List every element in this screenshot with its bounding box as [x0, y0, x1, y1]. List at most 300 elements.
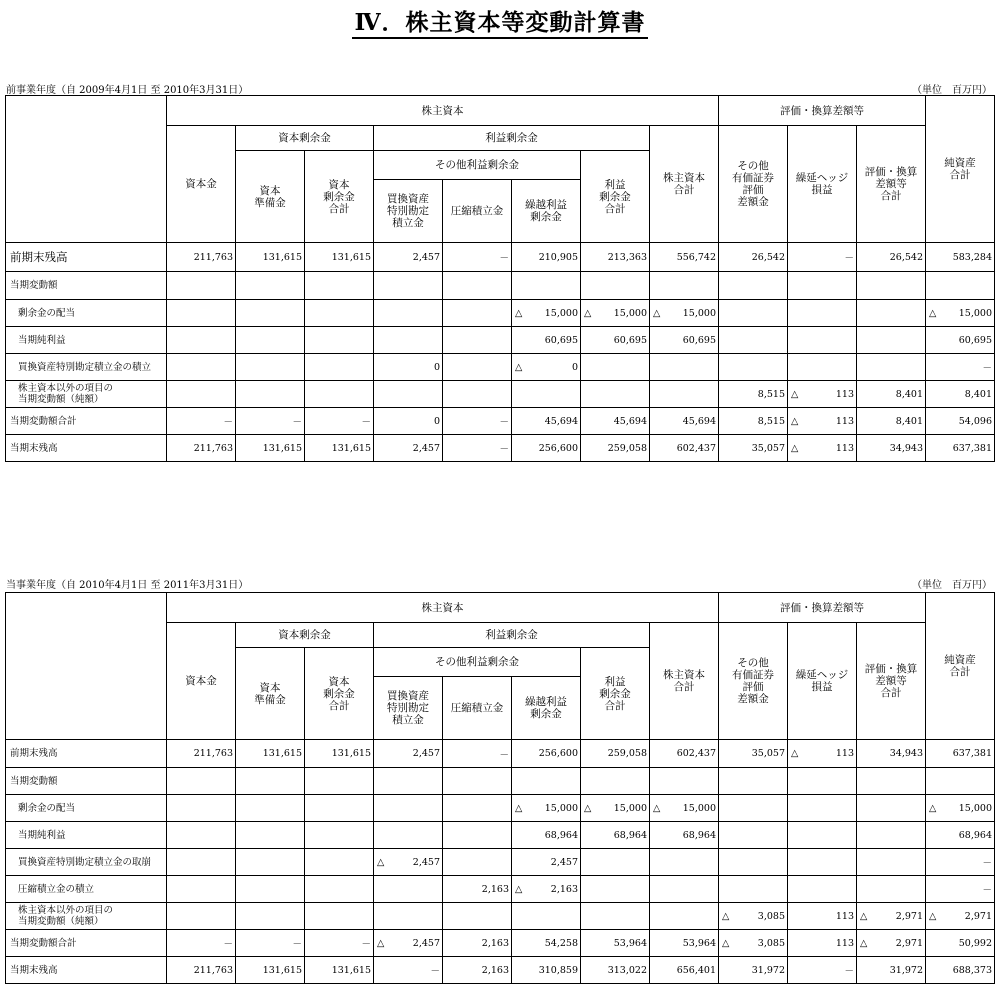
value-cell: 26,542: [719, 243, 788, 272]
value-cell: △ 0: [512, 354, 581, 381]
value-cell: －: [305, 930, 374, 957]
value-cell: [719, 327, 788, 354]
value-cell: △ 113: [788, 408, 857, 435]
value-cell: [650, 354, 719, 381]
value-cell: －: [443, 408, 512, 435]
value-cell: [650, 272, 719, 300]
value-cell: [719, 272, 788, 300]
value-cell: －: [443, 740, 512, 768]
value-cell: [167, 849, 236, 876]
value-cell: [650, 903, 719, 930]
value-cell: 2,163: [443, 930, 512, 957]
value-cell: [305, 876, 374, 903]
value-cell: 54,096: [926, 408, 995, 435]
header-capital-surplus-total: 資本 剰余金 合計: [305, 648, 374, 740]
value-cell: 113: [788, 930, 857, 957]
value-cell: －: [443, 243, 512, 272]
value-cell: 602,437: [650, 435, 719, 462]
value-cell: [857, 876, 926, 903]
value-cell: [374, 381, 443, 408]
value-cell: [305, 272, 374, 300]
value-cell: [581, 272, 650, 300]
value-cell: [374, 768, 443, 795]
value-cell: △ 2,163: [512, 876, 581, 903]
value-cell: [167, 903, 236, 930]
value-cell: 45,694: [650, 408, 719, 435]
value-cell: [167, 381, 236, 408]
value-cell: 50,992: [926, 930, 995, 957]
table-row: [6, 300, 995, 327]
header-corner: [6, 593, 167, 740]
value-cell: [512, 381, 581, 408]
row-label: 当期変動額: [6, 272, 167, 300]
value-cell: △ 113: [788, 740, 857, 768]
value-cell: 211,763: [167, 957, 236, 984]
negative-mark: △: [722, 910, 730, 922]
value-cell: [305, 327, 374, 354]
value-cell: [167, 822, 236, 849]
value-cell: －: [926, 849, 995, 876]
value-cell: [857, 300, 926, 327]
value-cell: [305, 795, 374, 822]
value-cell: 35,057: [719, 740, 788, 768]
value-cell: 2,457: [374, 243, 443, 272]
value-cell: △ 2,457: [374, 849, 443, 876]
value-cell: [443, 381, 512, 408]
value-cell: [443, 849, 512, 876]
value-cell: 2,457: [374, 740, 443, 768]
negative-mark: △: [929, 802, 937, 814]
value-cell: 637,381: [926, 740, 995, 768]
value-cell: 68,964: [650, 822, 719, 849]
negative-mark: △: [515, 307, 523, 319]
value-cell: －: [167, 930, 236, 957]
value-cell: [650, 876, 719, 903]
value-cell: [719, 849, 788, 876]
value-cell: [374, 903, 443, 930]
value-cell: [167, 876, 236, 903]
value-cell: [236, 327, 305, 354]
value-cell: [443, 354, 512, 381]
table-row: [6, 903, 995, 930]
row-label: 当期末残高: [6, 957, 167, 984]
value-cell: [926, 768, 995, 795]
value-cell: [374, 876, 443, 903]
value-cell: 31,972: [857, 957, 926, 984]
value-cell: 131,615: [305, 740, 374, 768]
value-cell: 556,742: [650, 243, 719, 272]
value-cell: [788, 822, 857, 849]
value-cell: [512, 903, 581, 930]
value-cell: △ 15,000: [926, 795, 995, 822]
value-cell: [788, 300, 857, 327]
negative-mark: △: [722, 937, 730, 949]
header-capital-reserve: 資本 準備金: [236, 648, 305, 740]
value-cell: [581, 381, 650, 408]
value-cell: [443, 795, 512, 822]
value-cell: 2,163: [443, 957, 512, 984]
value-cell: －: [167, 408, 236, 435]
value-cell: [857, 327, 926, 354]
header-capital-stock: 資本金: [167, 623, 236, 740]
value-cell: [719, 768, 788, 795]
value-cell: [167, 354, 236, 381]
value-cell: [305, 354, 374, 381]
value-cell: 31,972: [719, 957, 788, 984]
value-cell: 131,615: [236, 435, 305, 462]
header-corner: [6, 96, 167, 243]
value-cell: 131,615: [305, 243, 374, 272]
header-valuation-total: 評価・換算 差額等 合計: [857, 126, 926, 243]
value-cell: [374, 327, 443, 354]
negative-mark: △: [515, 361, 523, 373]
value-cell: △ 15,000: [581, 300, 650, 327]
value-cell: [788, 272, 857, 300]
value-cell: 211,763: [167, 243, 236, 272]
value-cell: [167, 272, 236, 300]
header-compression-reserve: 圧縮積立金: [443, 677, 512, 740]
negative-mark: △: [791, 388, 799, 400]
value-cell: 8,401: [926, 381, 995, 408]
value-cell: [236, 795, 305, 822]
value-cell: [305, 768, 374, 795]
value-cell: 131,615: [236, 957, 305, 984]
value-cell: [857, 272, 926, 300]
header-capital-surplus: 資本剰余金: [236, 623, 374, 648]
value-cell: 45,694: [581, 408, 650, 435]
negative-mark: △: [929, 307, 937, 319]
table-row: [6, 354, 995, 381]
negative-mark: △: [653, 802, 661, 814]
header-capital-reserve: 資本 準備金: [236, 151, 305, 243]
value-cell: [374, 795, 443, 822]
row-label: 当期純利益: [6, 822, 167, 849]
value-cell: －: [788, 957, 857, 984]
value-cell: [443, 272, 512, 300]
value-cell: 211,763: [167, 435, 236, 462]
value-cell: 0: [374, 354, 443, 381]
table-row: [6, 435, 995, 462]
table-row: [6, 876, 995, 903]
negative-mark: △: [791, 442, 799, 454]
header-valuation-total: 評価・換算 差額等 合計: [857, 623, 926, 740]
value-cell: [788, 768, 857, 795]
equity-table-prior-year: [5, 95, 995, 462]
value-cell: 131,615: [305, 957, 374, 984]
header-retained-earnings: 利益剰余金: [374, 126, 650, 151]
row-label: 当期純利益: [6, 327, 167, 354]
value-cell: [305, 903, 374, 930]
value-cell: [236, 300, 305, 327]
value-cell: 54,258: [512, 930, 581, 957]
row-label: 当期末残高: [6, 435, 167, 462]
table-row: [6, 849, 995, 876]
row-label: 圧縮積立金の積立: [6, 876, 167, 903]
value-cell: [236, 354, 305, 381]
value-cell: [581, 903, 650, 930]
value-cell: 8,401: [857, 408, 926, 435]
header-valuation-group: 評価・換算差額等: [719, 96, 926, 126]
header-other-retained: その他利益剰余金: [374, 151, 581, 180]
table-row: [6, 243, 995, 272]
value-cell: △ 2,971: [926, 903, 995, 930]
negative-mark: △: [515, 802, 523, 814]
value-cell: 2,163: [443, 876, 512, 903]
header-earned-surplus: 繰越利益 剰余金: [512, 180, 581, 243]
value-cell: [788, 327, 857, 354]
header-deferred-hedge: 繰延ヘッジ 損益: [788, 126, 857, 243]
value-cell: 210,905: [512, 243, 581, 272]
value-cell: 68,964: [926, 822, 995, 849]
value-cell: [443, 327, 512, 354]
row-label: 買換資産特別勘定積立金の取崩: [6, 849, 167, 876]
header-securities-valuation: その他 有価証券 評価 差額金: [719, 126, 788, 243]
header-shareholders-total: 株主資本 合計: [650, 623, 719, 740]
page-title: Ⅳ．株主資本等変動計算書: [0, 4, 1000, 37]
value-cell: △ 3,085: [719, 930, 788, 957]
value-cell: [857, 768, 926, 795]
value-cell: 256,600: [512, 740, 581, 768]
unit-label-prior: （単位 百万円）: [912, 85, 992, 96]
table-row: [6, 768, 995, 795]
value-cell: [374, 272, 443, 300]
row-label: 剰余金の配当: [6, 300, 167, 327]
header-shareholders-total: 株主資本 合計: [650, 126, 719, 243]
value-cell: [719, 876, 788, 903]
row-label: 剰余金の配当: [6, 795, 167, 822]
header-net-assets-total: 純資産 合計: [926, 593, 995, 740]
table-row: [6, 957, 995, 984]
value-cell: △ 15,000: [926, 300, 995, 327]
row-label: 買換資産特別勘定積立金の積立: [6, 354, 167, 381]
header-replacement-reserve: 買換資産 特別勘定 積立金: [374, 180, 443, 243]
value-cell: △ 2,971: [857, 903, 926, 930]
value-cell: 34,943: [857, 740, 926, 768]
value-cell: △ 15,000: [512, 300, 581, 327]
value-cell: [581, 876, 650, 903]
value-cell: [236, 768, 305, 795]
value-cell: －: [926, 354, 995, 381]
value-cell: [236, 272, 305, 300]
value-cell: [236, 903, 305, 930]
row-label: 当期変動額合計: [6, 408, 167, 435]
value-cell: [650, 768, 719, 795]
value-cell: 53,964: [581, 930, 650, 957]
value-cell: [305, 381, 374, 408]
value-cell: 131,615: [236, 243, 305, 272]
value-cell: 60,695: [581, 327, 650, 354]
value-cell: [443, 768, 512, 795]
row-label: 前期末残高: [6, 740, 167, 768]
header-shareholders-equity: 株主資本: [167, 96, 719, 126]
value-cell: 8,515: [719, 381, 788, 408]
value-cell: －: [236, 930, 305, 957]
value-cell: [857, 795, 926, 822]
table-row: [6, 408, 995, 435]
negative-mark: △: [377, 856, 385, 868]
value-cell: 583,284: [926, 243, 995, 272]
negative-mark: △: [515, 883, 523, 895]
value-cell: [443, 822, 512, 849]
header-capital-stock: 資本金: [167, 126, 236, 243]
table-row: [6, 381, 995, 408]
value-cell: 60,695: [926, 327, 995, 354]
header-capital-surplus: 資本剰余金: [236, 126, 374, 151]
value-cell: 131,615: [305, 435, 374, 462]
negative-mark: △: [791, 415, 799, 427]
header-valuation-group: 評価・換算差額等: [719, 593, 926, 623]
value-cell: 60,695: [512, 327, 581, 354]
value-cell: 213,363: [581, 243, 650, 272]
value-cell: [719, 300, 788, 327]
value-cell: －: [236, 408, 305, 435]
value-cell: [236, 381, 305, 408]
value-cell: 656,401: [650, 957, 719, 984]
header-deferred-hedge: 繰延ヘッジ 損益: [788, 623, 857, 740]
value-cell: 211,763: [167, 740, 236, 768]
value-cell: 26,542: [857, 243, 926, 272]
value-cell: [788, 354, 857, 381]
value-cell: [857, 822, 926, 849]
value-cell: 637,381: [926, 435, 995, 462]
value-cell: △ 2,971: [857, 930, 926, 957]
value-cell: 68,964: [581, 822, 650, 849]
value-cell: －: [788, 243, 857, 272]
value-cell: 0: [374, 408, 443, 435]
row-label: 当期変動額: [6, 768, 167, 795]
value-cell: [374, 822, 443, 849]
value-cell: [374, 300, 443, 327]
value-cell: [236, 822, 305, 849]
header-other-retained: その他利益剰余金: [374, 648, 581, 677]
value-cell: [926, 272, 995, 300]
value-cell: 34,943: [857, 435, 926, 462]
value-cell: 602,437: [650, 740, 719, 768]
value-cell: [857, 849, 926, 876]
header-retained-earnings: 利益剰余金: [374, 623, 650, 648]
value-cell: △ 113: [788, 381, 857, 408]
value-cell: [788, 876, 857, 903]
negative-mark: △: [791, 748, 799, 759]
value-cell: －: [374, 957, 443, 984]
value-cell: 256,600: [512, 435, 581, 462]
value-cell: [443, 903, 512, 930]
value-cell: △ 2,457: [374, 930, 443, 957]
value-cell: 53,964: [650, 930, 719, 957]
value-cell: 310,859: [512, 957, 581, 984]
negative-mark: △: [584, 802, 592, 814]
negative-mark: △: [860, 910, 868, 922]
row-label: 株主資本以外の項目の 当期変動額（純額）: [6, 903, 167, 930]
value-cell: 259,058: [581, 740, 650, 768]
value-cell: 2,457: [374, 435, 443, 462]
header-retained-total: 利益 剰余金 合計: [581, 648, 650, 740]
negative-mark: △: [929, 910, 937, 922]
value-cell: －: [305, 408, 374, 435]
value-cell: [305, 822, 374, 849]
value-cell: 131,615: [236, 740, 305, 768]
table-row: [6, 740, 995, 768]
value-cell: △ 3,085: [719, 903, 788, 930]
value-cell: [581, 768, 650, 795]
table-row: [6, 327, 995, 354]
negative-mark: △: [653, 307, 661, 319]
row-label: 前期末残高: [6, 243, 167, 272]
header-net-assets-total: 純資産 合計: [926, 96, 995, 243]
value-cell: [857, 354, 926, 381]
header-compression-reserve: 圧縮積立金: [443, 180, 512, 243]
value-cell: [305, 849, 374, 876]
value-cell: 313,022: [581, 957, 650, 984]
header-shareholders-equity: 株主資本: [167, 593, 719, 623]
negative-mark: △: [584, 307, 592, 319]
table-row: [6, 822, 995, 849]
header-retained-total: 利益 剰余金 合計: [581, 151, 650, 243]
unit-label-current: （単位 百万円）: [912, 580, 992, 591]
value-cell: 259,058: [581, 435, 650, 462]
equity-table-current-year: [5, 592, 995, 984]
table-row: [6, 795, 995, 822]
period-label-current: 当事業年度（自 2010年4月1日 至 2011年3月31日）: [6, 580, 249, 591]
table-row: [6, 272, 995, 300]
value-cell: 8,515: [719, 408, 788, 435]
value-cell: 45,694: [512, 408, 581, 435]
value-cell: 2,457: [512, 849, 581, 876]
value-cell: [788, 795, 857, 822]
value-cell: [305, 300, 374, 327]
value-cell: [167, 768, 236, 795]
value-cell: [167, 300, 236, 327]
header-securities-valuation: その他 有価証券 評価 差額金: [719, 623, 788, 740]
row-label: 当期変動額合計: [6, 930, 167, 957]
value-cell: [788, 849, 857, 876]
value-cell: 60,695: [650, 327, 719, 354]
negative-mark: △: [377, 937, 385, 949]
value-cell: △ 15,000: [581, 795, 650, 822]
value-cell: [719, 795, 788, 822]
value-cell: 8,401: [857, 381, 926, 408]
value-cell: －: [443, 435, 512, 462]
table-row: [6, 930, 995, 957]
negative-mark: △: [860, 937, 868, 949]
value-cell: [167, 795, 236, 822]
value-cell: △ 15,000: [650, 300, 719, 327]
header-replacement-reserve: 買換資産 特別勘定 積立金: [374, 677, 443, 740]
value-cell: [719, 354, 788, 381]
row-label: 株主資本以外の項目の 当期変動額（純額）: [6, 381, 167, 408]
value-cell: [512, 768, 581, 795]
value-cell: 688,373: [926, 957, 995, 984]
header-capital-surplus-total: 資本 剰余金 合計: [305, 151, 374, 243]
value-cell: [650, 381, 719, 408]
value-cell: [236, 849, 305, 876]
value-cell: △ 15,000: [650, 795, 719, 822]
header-earned-surplus: 繰越利益 剰余金: [512, 677, 581, 740]
value-cell: △ 15,000: [512, 795, 581, 822]
value-cell: △ 113: [788, 435, 857, 462]
value-cell: 113: [788, 903, 857, 930]
value-cell: －: [926, 876, 995, 903]
value-cell: 35,057: [719, 435, 788, 462]
value-cell: [512, 272, 581, 300]
value-cell: [236, 876, 305, 903]
value-cell: [581, 354, 650, 381]
value-cell: [719, 822, 788, 849]
value-cell: [443, 300, 512, 327]
period-label-prior: 前事業年度（自 2009年4月1日 至 2010年3月31日）: [6, 85, 249, 96]
value-cell: [167, 327, 236, 354]
value-cell: [581, 849, 650, 876]
